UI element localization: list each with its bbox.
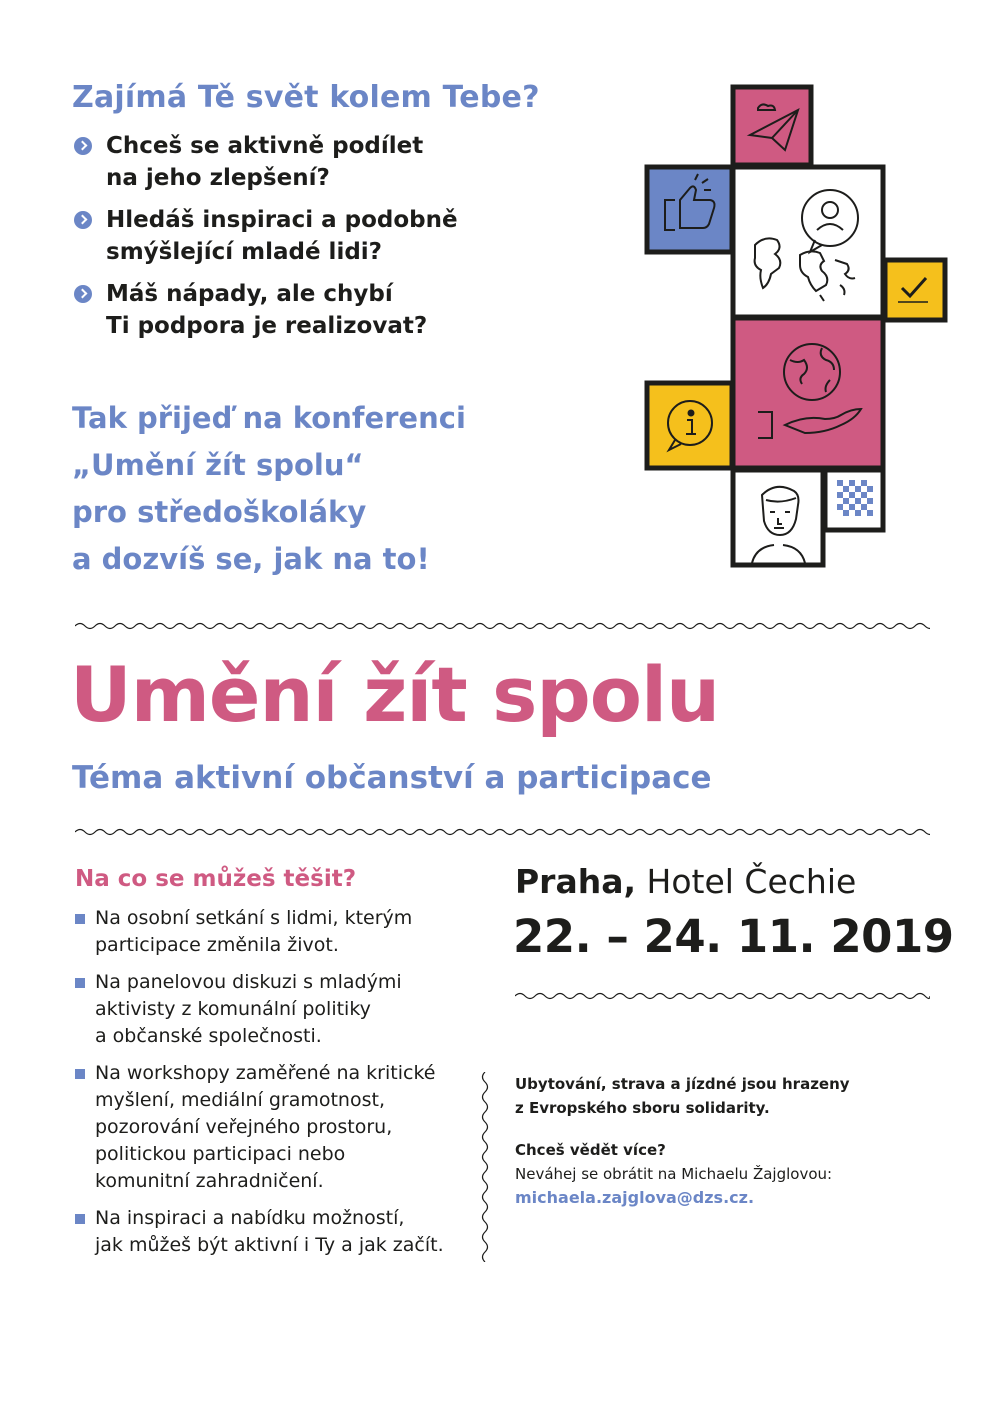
chevron-right-icon — [74, 285, 92, 303]
vertical-wavy-divider — [478, 1072, 492, 1262]
chevron-right-icon — [74, 137, 92, 155]
wavy-divider — [75, 620, 930, 632]
costs-covered-line2: z Evropského sboru solidarity. — [515, 1099, 770, 1117]
square-bullet-icon — [75, 1214, 85, 1224]
costs-covered-line1: Ubytování, strava a jízdné jsou hrazeny — [515, 1075, 850, 1093]
event-location — [515, 862, 856, 901]
info-block — [515, 1072, 915, 1210]
event-city: Praha, — [515, 862, 637, 901]
square-bullet-icon — [75, 978, 85, 988]
list-item: Na panelovou diskuzi s mladými aktivisty z komunální politiky a občanské společnosti. — [75, 969, 475, 1050]
invite-text: Tak přijeď na konferenci „Umění žít spolu“ pro středoškoláky a dozvíš se, jak na to! — [72, 401, 466, 576]
look-forward-heading: Na co se můžeš těšit? — [75, 866, 357, 892]
wavy-divider — [75, 826, 930, 838]
chevron-right-icon — [74, 211, 92, 229]
intro-bullet: Máš nápady, ale chybí Ti podpora je realizovat? — [72, 278, 576, 342]
list-item: Na osobní setkání s lidmi, kterým participace změnila život. — [75, 905, 475, 959]
contact-email-link[interactable]: michaela.zajglova@dzs.cz. — [515, 1188, 755, 1207]
wavy-divider — [515, 990, 930, 1002]
intro-bullet: Chceš se aktivně podílet na jeho zlepšení? — [72, 130, 576, 194]
list-item: Na workshopy zaměřené na kritické myšlení, mediální gramotnost, pozorování veřejného prostoru, politickou participaci nebo komunitní zahradničení. — [75, 1060, 475, 1195]
look-forward-list — [75, 905, 475, 1269]
square-bullet-icon — [75, 1069, 85, 1079]
contact-text: Neváhej se obrátit na Michaelu Žajglovou: — [515, 1165, 833, 1183]
square-bullet-icon — [75, 914, 85, 924]
icon-collage — [640, 80, 960, 580]
event-subtitle: Téma aktivní občanství a participace — [72, 760, 712, 796]
intro-bullet: Hledáš inspiraci a podobně smýšlející mladé lidi? — [72, 204, 576, 268]
event-venue: Hotel Čechie — [646, 862, 857, 901]
event-dates: 22. – 24. 11. 2019 — [513, 910, 954, 963]
intro-bullet-list — [72, 130, 576, 352]
intro-question: Zajímá Tě svět kolem Tebe? — [72, 80, 540, 115]
event-title: Umění žít spolu — [70, 650, 720, 739]
more-info-heading: Chceš vědět více? — [515, 1141, 666, 1159]
list-item: Na inspiraci a nabídku možností, jak můžeš být aktivní i Ty a jak začít. — [75, 1205, 475, 1259]
